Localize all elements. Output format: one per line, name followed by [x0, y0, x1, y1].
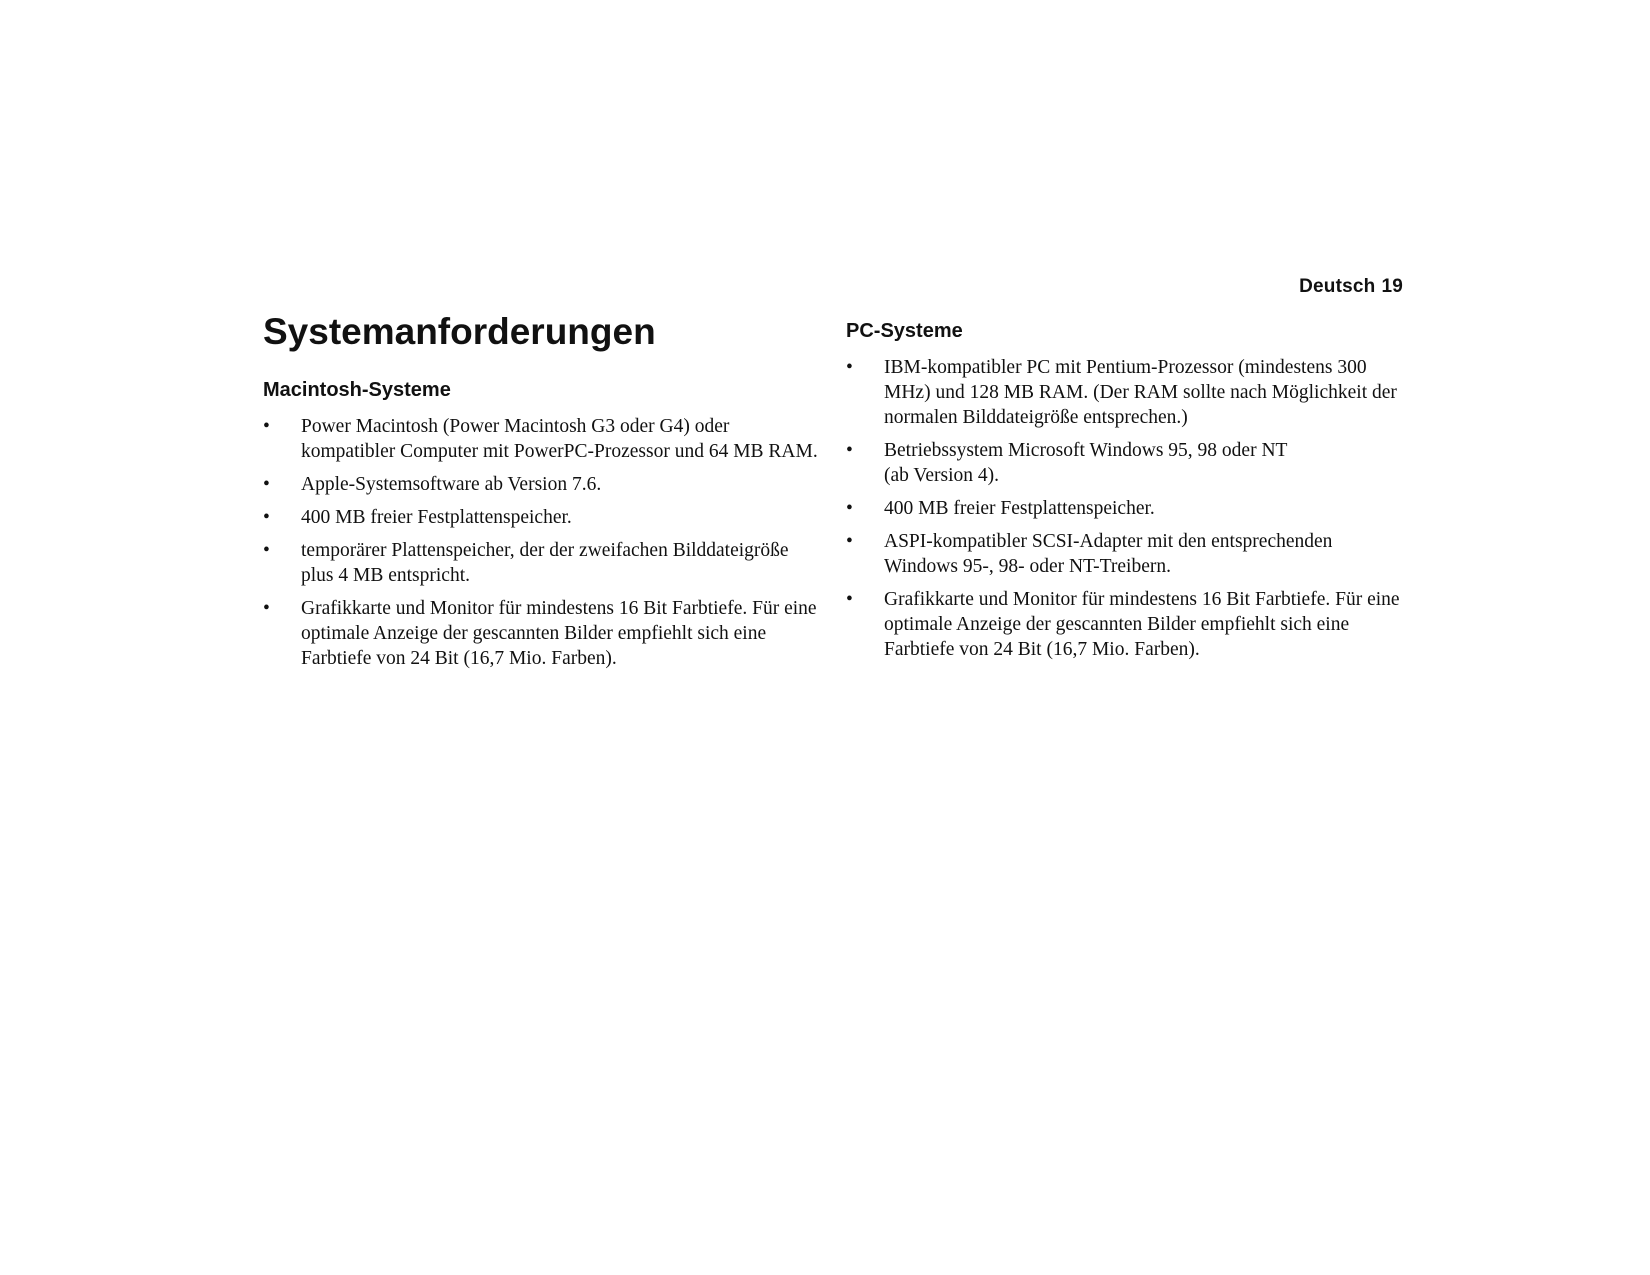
list-item [263, 538, 821, 588]
bullet-icon: • [846, 440, 853, 461]
list-item [846, 438, 1404, 488]
list-item-text: Power Macintosh (Power Macintosh G3 oder G4) oder kompatibler Computer mit PowerPC-Prozessor und 64 MB RAM. [301, 415, 818, 462]
bullet-icon: • [846, 357, 853, 378]
bullet-icon: • [846, 589, 853, 610]
list-item-text: Apple-Systemsoftware ab Version 7.6. [301, 473, 602, 495]
mac-requirements-list [263, 414, 823, 671]
bullet-icon: • [846, 531, 853, 552]
list-item [263, 414, 821, 464]
page-number: 19 [1381, 276, 1403, 297]
bullet-icon: • [263, 597, 270, 619]
list-item [846, 529, 1404, 579]
bullet-icon: • [263, 415, 270, 437]
list-item-text: 400 MB freier Festplattenspeicher. [884, 498, 1155, 519]
list-item-text: 400 MB freier Festplattenspeicher. [301, 506, 572, 528]
list-item-text: Betriebssystem Microsoft Windows 95, 98 oder NT (ab Version 4). [884, 440, 1288, 486]
bullet-icon: • [263, 473, 270, 495]
list-item [263, 596, 821, 671]
list-item [263, 505, 821, 530]
bullet-icon: • [846, 498, 853, 519]
header-language: Deutsch [1299, 276, 1376, 297]
list-item [846, 496, 1404, 521]
list-item-text: temporärer Plattenspeicher, der der zweifachen Bilddateigröße plus 4 MB entspricht. [301, 539, 789, 586]
list-item-text: IBM-kompatibler PC mit Pentium-Prozessor (mindestens 300 MHz) und 128 MB RAM. (Der RAM sollte nach Möglichkeit der normalen Bilddateigröße entsprechen.) [884, 357, 1397, 428]
mac-section-heading: Macintosh-Systeme [263, 378, 451, 401]
list-item-text: ASPI-kompatibler SCSI-Adapter mit den entsprechenden Windows 95-, 98- oder NT-Treibern. [884, 531, 1333, 577]
list-item-text: Grafikkarte und Monitor für mindestens 16 Bit Farbtiefe. Für eine optimale Anzeige der gescannten Bilder empfiehlt sich eine Farbtiefe von 24 Bit (16,7 Mio. Farben). [884, 589, 1400, 660]
right-column [846, 319, 1406, 670]
left-column [263, 312, 823, 679]
bullet-icon: • [263, 539, 270, 561]
page-title: Systemanforderungen [263, 311, 656, 352]
list-item-text: Grafikkarte und Monitor für mindestens 16 Bit Farbtiefe. Für eine optimale Anzeige der gescannten Bilder empfiehlt sich eine Farbtiefe von 24 Bit (16,7 Mio. Farben). [301, 597, 817, 669]
pc-requirements-list [846, 355, 1406, 662]
page-header [1299, 276, 1403, 298]
list-item [263, 472, 821, 497]
list-item [846, 355, 1404, 430]
bullet-icon: • [263, 506, 270, 528]
list-item [846, 587, 1404, 662]
pc-section-heading: PC-Systeme [846, 320, 963, 342]
